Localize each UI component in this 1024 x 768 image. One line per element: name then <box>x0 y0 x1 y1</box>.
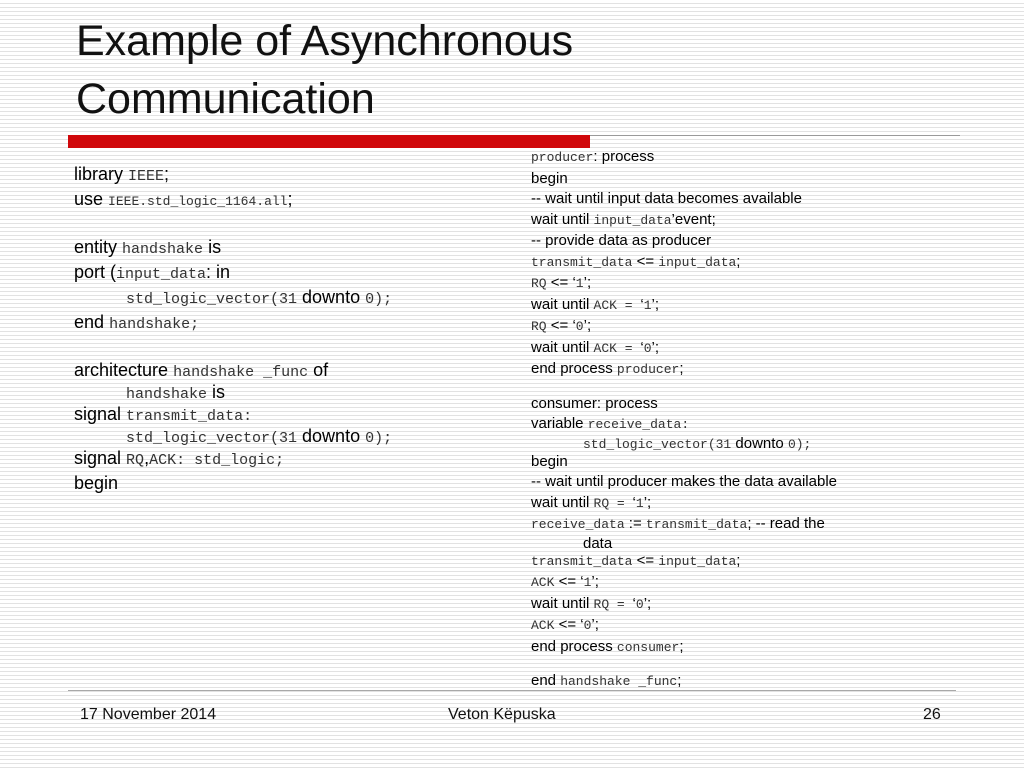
code-line <box>531 338 961 360</box>
code-token: ACK <box>531 618 555 633</box>
code-text: ’; <box>643 594 652 612</box>
keyword: signal <box>74 448 122 468</box>
code-token: 0 <box>643 340 652 356</box>
code-token: std_logic_vector(31 <box>126 291 298 308</box>
code-text: begin <box>531 169 568 187</box>
code-token: RQ = <box>593 596 633 612</box>
code-text: consumer: process <box>531 394 658 412</box>
code-token: ACK: std_logic; <box>149 452 285 469</box>
footer-divider-line <box>68 690 956 691</box>
code-line <box>531 637 961 659</box>
code-line <box>74 428 514 447</box>
code-text: end <box>531 672 561 689</box>
code-text: downto <box>731 434 788 452</box>
code-text: := <box>624 515 646 532</box>
code-token: input_data <box>658 254 737 270</box>
keyword: end <box>74 312 105 332</box>
code-line <box>531 514 961 536</box>
keyword: begin <box>74 473 119 493</box>
code-token: transmit_data <box>645 517 748 532</box>
code-token: 1 <box>583 575 592 590</box>
code-token: 1 <box>575 276 584 291</box>
code-text: ’; <box>651 338 659 356</box>
code-token: 0 <box>575 319 584 334</box>
code-text: variable <box>531 415 588 432</box>
code-token: transmit_data <box>531 553 633 569</box>
code-text: ; <box>736 252 741 270</box>
code-text: ; <box>679 360 684 377</box>
code-token: ACK = <box>593 297 641 313</box>
code-token: 0 <box>635 596 644 612</box>
code-text: wait until <box>531 295 594 313</box>
code-token: handshake _func <box>173 364 309 381</box>
code-line <box>74 403 514 428</box>
code-line <box>531 394 961 415</box>
code-line <box>74 261 514 286</box>
code-line <box>531 493 961 515</box>
code-line <box>531 316 961 338</box>
code-token: handshake <box>122 241 204 258</box>
code-text: ’; <box>651 295 659 313</box>
code-text: begin <box>531 452 568 470</box>
code-text: , <box>144 448 150 468</box>
keyword: library <box>74 164 124 184</box>
code-line <box>531 572 961 594</box>
code-token: std_logic_vector(31 <box>583 436 732 452</box>
code-text: ’; <box>583 317 592 334</box>
footer-page-number: 26 <box>923 706 941 723</box>
code-text: ; <box>287 189 293 209</box>
code-token: 0); <box>365 291 393 308</box>
keyword: port ( <box>74 262 117 282</box>
code-line <box>531 452 961 473</box>
code-token: producer <box>531 150 594 165</box>
right-code-column <box>531 147 961 693</box>
code-line <box>74 359 514 384</box>
code-token: ACK <box>531 575 555 590</box>
code-text: : in <box>206 262 231 282</box>
code-text: ; <box>164 164 170 184</box>
code-text: end process <box>531 360 617 377</box>
code-token: 0 <box>583 618 592 633</box>
code-token: transmit_data <box>531 254 633 270</box>
code-text: <= ‘ <box>546 317 576 334</box>
code-token: handshake _func <box>560 674 678 689</box>
code-token: ACK = <box>593 340 641 356</box>
code-text: ’; <box>591 616 599 633</box>
code-line <box>531 252 961 274</box>
code-text: of <box>308 360 329 380</box>
code-text: end process <box>531 637 617 655</box>
code-token: input_data <box>116 266 207 283</box>
spacer <box>74 336 514 359</box>
spacer <box>74 213 514 236</box>
code-text: ; <box>677 672 682 689</box>
code-line <box>74 163 514 188</box>
code-text: <= ‘ <box>546 274 576 291</box>
code-token: producer <box>616 362 680 377</box>
code-text: ‘ <box>640 295 644 313</box>
footer-date: 17 November 2014 <box>80 706 217 723</box>
code-text: <= <box>632 551 659 569</box>
code-line <box>74 188 514 213</box>
code-token: 0); <box>787 436 812 452</box>
code-line <box>531 169 961 190</box>
code-text: downto <box>297 287 366 307</box>
code-token: RQ = <box>593 495 633 511</box>
code-text: <= ‘ <box>554 573 584 590</box>
code-token: RQ <box>126 452 145 469</box>
spacer <box>531 658 961 671</box>
code-text: wait until <box>531 493 594 511</box>
code-text: ’; <box>583 274 592 291</box>
code-line <box>531 359 961 381</box>
code-line <box>74 472 514 495</box>
code-line <box>531 414 961 436</box>
code-text: wait until <box>531 338 594 356</box>
left-code-column <box>74 163 514 495</box>
code-line <box>531 594 961 616</box>
code-text: ‘ <box>632 594 636 612</box>
code-text: ; <box>736 551 741 569</box>
keyword: use <box>74 189 104 209</box>
code-token: handshake <box>126 386 208 403</box>
title-divider-line <box>590 135 960 136</box>
code-token: input_data <box>593 212 672 228</box>
code-token: std_logic_vector(31 <box>126 430 298 447</box>
code-text: <= <box>632 252 659 270</box>
title-accent-bar <box>68 135 590 148</box>
code-text: ; -- read the <box>747 515 825 532</box>
code-token: IEEE <box>128 168 165 185</box>
code-token: 0); <box>365 430 393 447</box>
code-text: wait until <box>531 210 594 228</box>
code-line <box>74 286 514 311</box>
slide-title-line-1: Example of Asynchronous <box>76 17 574 65</box>
code-token: 1 <box>635 495 644 511</box>
code-text: ; <box>679 637 684 655</box>
code-token: IEEE.std_logic_1164.all <box>108 194 288 209</box>
code-line <box>74 447 514 472</box>
code-line <box>531 231 961 252</box>
code-token: RQ <box>531 276 547 291</box>
code-line <box>531 210 961 232</box>
code-token: receive_data <box>531 517 625 532</box>
code-token: receive_data: <box>587 417 690 432</box>
code-text: ‘ <box>640 338 644 356</box>
code-token: input_data <box>658 553 737 569</box>
code-comment: -- provide data as producer <box>531 232 712 249</box>
keyword: architecture <box>74 360 169 380</box>
code-text: : process <box>593 148 655 165</box>
code-text: is <box>203 237 222 257</box>
code-line <box>74 236 514 261</box>
code-text: ’; <box>591 573 599 590</box>
keyword: entity <box>74 237 118 257</box>
code-comment: -- wait until producer makes the data available <box>531 473 837 490</box>
code-line <box>531 536 961 551</box>
code-text: ’event; <box>671 210 716 228</box>
code-line <box>531 615 961 637</box>
footer-author: Veton Këpuska <box>448 706 556 723</box>
code-text: ‘ <box>632 493 636 511</box>
code-line <box>531 472 961 493</box>
slide-title-line-2: Communication <box>76 75 375 123</box>
code-text: data <box>583 534 613 552</box>
code-text: wait until <box>531 594 594 612</box>
code-comment: -- wait until input data becomes available <box>531 190 802 207</box>
code-text: downto <box>297 426 366 446</box>
spacer <box>531 381 961 394</box>
slide-title <box>76 12 976 128</box>
code-line <box>531 273 961 295</box>
code-line <box>531 436 961 452</box>
code-token: consumer <box>616 639 680 655</box>
code-line <box>531 189 961 210</box>
code-line <box>531 147 961 169</box>
code-token: 1 <box>643 297 652 313</box>
code-line <box>74 311 514 336</box>
code-text: is <box>207 382 226 402</box>
code-token: transmit_data: <box>126 408 253 425</box>
code-token: RQ <box>531 319 547 334</box>
code-token: handshake; <box>109 316 200 333</box>
code-line <box>531 295 961 317</box>
keyword: signal <box>74 404 122 424</box>
code-line <box>531 551 961 573</box>
code-text: <= ‘ <box>554 616 584 633</box>
code-text: ’; <box>643 493 652 511</box>
code-line <box>74 384 514 403</box>
